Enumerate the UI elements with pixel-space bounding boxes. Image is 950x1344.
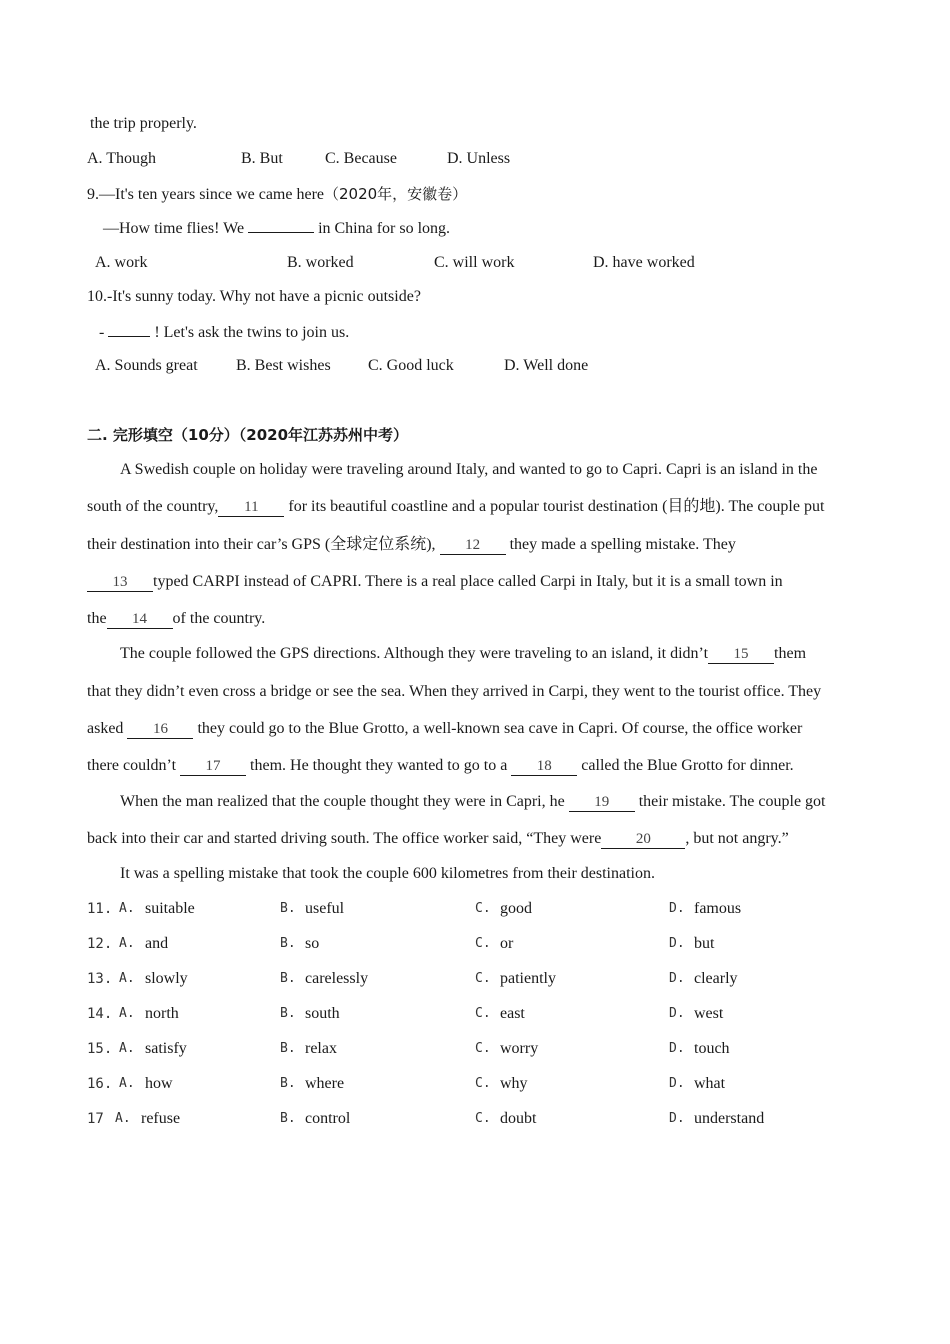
option-d[interactable]: famous — [694, 900, 742, 917]
option-letter: A. — [119, 1006, 135, 1021]
q8-option-d[interactable]: D. Unless — [447, 150, 511, 167]
option-letter: B. — [280, 1006, 296, 1021]
option-letter: B. — [280, 1076, 296, 1091]
option-d[interactable]: understand — [694, 1110, 765, 1127]
option-letter: A. — [119, 1041, 135, 1056]
option-row — [87, 1109, 887, 1129]
option-row — [87, 1074, 887, 1094]
question-number: 11. — [87, 901, 113, 917]
option-letter: A. — [119, 971, 135, 986]
blank-13[interactable]: 13 — [87, 573, 153, 592]
option-a[interactable]: and — [145, 935, 169, 952]
q9-option-b[interactable]: B. worked — [287, 254, 354, 271]
option-letter: A. — [119, 1076, 135, 1091]
passage-text: they made a spelling mistake. They — [509, 536, 736, 553]
q10-reply — [99, 322, 349, 343]
blank-17[interactable]: 17 — [180, 757, 246, 776]
passage-p1-line2 — [87, 497, 824, 517]
q9-reply — [103, 218, 450, 239]
q10-question: 10.-It's sunny today. Why not have a picnic outside? — [87, 288, 421, 305]
question-number: 13. — [87, 971, 113, 987]
passage-text: , but not angry.” — [685, 830, 789, 847]
section2-heading: 二. 完形填空（10分）（2020年江苏苏州中考） — [87, 426, 409, 444]
q9-question — [87, 184, 467, 205]
option-c[interactable]: worry — [500, 1040, 539, 1057]
option-letter: C. — [475, 901, 491, 916]
option-letter: C. — [475, 1076, 491, 1091]
passage-p1-line1: A Swedish couple on holiday were traveling around Italy, and wanted to go to Capri. Capri is an island in the — [120, 461, 818, 478]
option-c[interactable]: east — [500, 1005, 525, 1022]
passage-p2-line2: that they didn’t even cross a bridge or see the sea. When they arrived in Carpi, they went to the tourist office. They — [87, 683, 822, 700]
q10-reply-end: ! Let's ask the twins to join us. — [154, 324, 350, 341]
blank-11[interactable]: 11 — [218, 498, 284, 517]
q10-answer-blank[interactable] — [108, 322, 150, 337]
option-a[interactable]: satisfy — [145, 1040, 187, 1057]
option-c[interactable]: why — [500, 1075, 528, 1092]
blank-15[interactable]: 15 — [708, 645, 774, 664]
option-letter: D. — [669, 901, 685, 916]
option-letter: B. — [280, 1041, 296, 1056]
question-number: 17 — [87, 1111, 104, 1127]
option-letter: D. — [669, 1041, 685, 1056]
option-letter: A. — [115, 1111, 131, 1126]
option-letter: D. — [669, 1006, 685, 1021]
passage-text: the — [87, 610, 107, 627]
option-letter: D. — [669, 1076, 685, 1091]
option-letter: B. — [280, 1111, 296, 1126]
q10-reply-start: - — [99, 324, 105, 341]
option-row — [87, 934, 887, 954]
option-row — [87, 1039, 887, 1059]
option-a[interactable]: how — [145, 1075, 173, 1092]
q10-option-c[interactable]: C. Good luck — [368, 357, 454, 374]
option-d[interactable]: but — [694, 935, 715, 952]
option-c[interactable]: doubt — [500, 1110, 537, 1127]
option-b[interactable]: carelessly — [305, 970, 369, 987]
blank-16[interactable]: 16 — [127, 720, 193, 739]
option-row — [87, 1004, 887, 1024]
passage-text: of the country. — [172, 610, 266, 627]
q9-reply-start: —How time flies! We — [103, 220, 245, 237]
option-row — [87, 969, 887, 989]
passage-p1-line4 — [87, 572, 783, 592]
option-letter: B. — [280, 901, 296, 916]
passage-text: them — [774, 645, 807, 662]
passage-text: there couldn’t — [87, 757, 177, 774]
passage-p2-line1 — [120, 644, 806, 664]
option-a[interactable]: suitable — [145, 900, 195, 917]
passage-p4: It was a spelling mistake that took the couple 600 kilometres from their destination. — [120, 865, 655, 882]
option-letter: C. — [475, 936, 491, 951]
option-letter: B. — [280, 936, 296, 951]
q9-answer-blank[interactable] — [248, 218, 314, 233]
blank-19[interactable]: 19 — [569, 793, 635, 812]
passage-text: them. He thought they wanted to go to a — [250, 757, 508, 774]
option-letter: C. — [475, 1041, 491, 1056]
passage-p3-line2 — [87, 829, 789, 849]
q9-option-a[interactable]: A. work — [95, 254, 148, 271]
passage-text: back into their car and started driving south. The office worker said, “They were — [87, 830, 602, 847]
q10-option-b[interactable]: B. Best wishes — [236, 357, 331, 374]
option-b[interactable]: so — [305, 935, 320, 952]
option-letter: A. — [119, 936, 135, 951]
option-letter: D. — [669, 936, 685, 951]
option-b[interactable]: control — [305, 1110, 351, 1127]
option-a[interactable]: slowly — [145, 970, 188, 987]
q10-option-a[interactable]: A. Sounds great — [95, 357, 198, 374]
q8-continuation: the trip properly. — [90, 115, 197, 132]
q10-option-d[interactable]: D. Well done — [504, 357, 589, 374]
option-letter: C. — [475, 1006, 491, 1021]
passage-text: their destination into their car’s GPS (全球定位系统), — [87, 536, 436, 553]
q9-option-c[interactable]: C. will work — [434, 254, 515, 271]
option-b[interactable]: relax — [305, 1040, 337, 1057]
passage-text: When the man realized that the couple thought they were in Capri, he — [120, 793, 565, 810]
question-number: 16. — [87, 1076, 113, 1092]
blank-18[interactable]: 18 — [511, 757, 577, 776]
passage-text: The couple followed the GPS directions. Although they were traveling to an island, it didn’t — [120, 645, 709, 662]
q9-option-d[interactable]: D. have worked — [593, 254, 695, 271]
option-letter: B. — [280, 971, 296, 986]
option-a[interactable]: north — [145, 1005, 179, 1022]
option-row — [87, 899, 887, 919]
q8-option-c[interactable]: C. Because — [325, 150, 397, 167]
option-d[interactable]: touch — [694, 1040, 730, 1057]
passage-text: for its beautiful coastline and a popular tourist destination (目的地). The couple put — [288, 498, 825, 515]
passage-text: asked — [87, 720, 124, 737]
blank-14[interactable]: 14 — [107, 610, 173, 629]
passage-p2-line3 — [87, 719, 802, 739]
passage-text: south of the country, — [87, 498, 219, 515]
option-b[interactable]: south — [305, 1005, 340, 1022]
option-a[interactable]: refuse — [141, 1110, 181, 1127]
passage-p3-line1 — [120, 792, 826, 812]
option-letter: C. — [475, 1111, 491, 1126]
option-d[interactable]: west — [694, 1005, 724, 1022]
q8-option-b[interactable]: B. But — [241, 150, 283, 167]
q8-option-a[interactable]: A. Though — [87, 150, 157, 167]
option-d[interactable]: what — [694, 1075, 726, 1092]
option-letter: C. — [475, 971, 491, 986]
option-letter: A. — [119, 901, 135, 916]
option-c[interactable]: or — [500, 935, 514, 952]
passage-p1-line5 — [87, 609, 265, 629]
q9-reply-end: in China for so long. — [318, 220, 451, 237]
option-d[interactable]: clearly — [694, 970, 738, 987]
passage-text: called the Blue Grotto for dinner. — [581, 757, 794, 774]
option-c[interactable]: good — [500, 900, 532, 917]
blank-12[interactable]: 12 — [440, 536, 506, 555]
q9-question-text: 9.—It's ten years since we came here — [87, 186, 324, 203]
option-b[interactable]: useful — [305, 900, 345, 917]
option-letter: D. — [669, 971, 685, 986]
passage-p2-line4 — [87, 756, 794, 776]
question-number: 12. — [87, 936, 113, 952]
passage-text: typed CARPI instead of CAPRI. There is a real place called Carpi in Italy, but it is a small town in — [153, 573, 783, 590]
option-b[interactable]: where — [305, 1075, 345, 1092]
passage-text: their mistake. The couple got — [638, 793, 826, 810]
option-letter: D. — [669, 1111, 685, 1126]
blank-20[interactable]: 20 — [601, 830, 685, 849]
passage-text: they could go to the Blue Grotto, a well-known sea cave in Capri. Of course, the office worker — [197, 720, 803, 737]
passage-p1-line3 — [87, 535, 736, 555]
option-c[interactable]: patiently — [500, 970, 556, 987]
question-number: 14. — [87, 1006, 113, 1022]
question-number: 15. — [87, 1041, 113, 1057]
q9-source: （2020年，安徽卷） — [324, 185, 468, 203]
